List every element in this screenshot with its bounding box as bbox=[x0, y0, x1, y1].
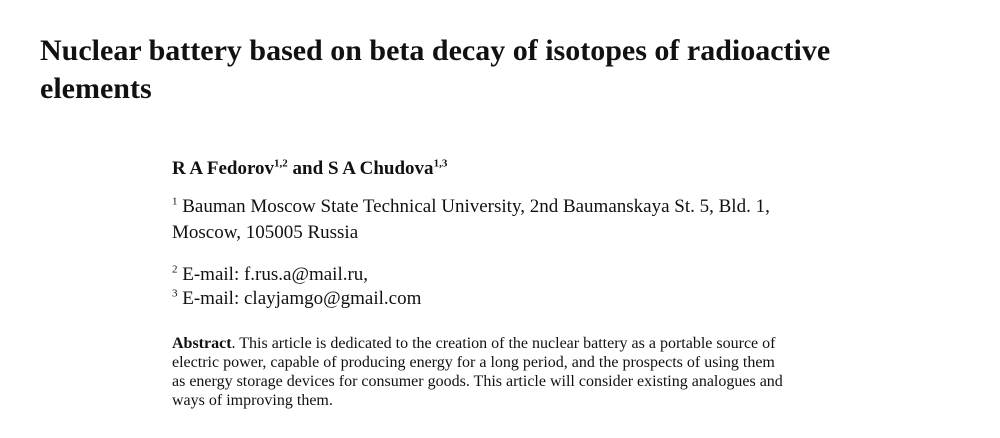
author-name: R A Fedorov bbox=[172, 158, 275, 179]
affiliation-marker: 1 bbox=[172, 195, 178, 208]
abstract-line-1: . This article is dedicated to the creation of the nuclear battery as a portable source of bbox=[231, 335, 776, 352]
abstract-line-4: ways of improving them. bbox=[172, 392, 333, 409]
affiliation-line-1: Bauman Moscow State Technical University, 2nd Baumanskaya St. 5, Bld. 1, bbox=[182, 196, 770, 217]
title-line-1: Nuclear battery based on beta decay of isotopes of radioactive bbox=[40, 34, 831, 67]
abstract-label: Abstract bbox=[172, 335, 232, 352]
author-line bbox=[172, 156, 447, 182]
author-conjunction: and bbox=[287, 158, 328, 179]
affiliation-line-2: Moscow, 105005 Russia bbox=[172, 222, 359, 243]
author-affiliation-marker: 1,3 bbox=[433, 157, 448, 170]
author-name: S A Chudova bbox=[327, 158, 434, 179]
author-affiliation-marker: 1,2 bbox=[274, 157, 288, 170]
paper-title bbox=[40, 32, 960, 108]
abstract-line-2: electric power, capable of producing energy for a long period, and the prospects of using them bbox=[172, 354, 775, 371]
email-line bbox=[172, 263, 368, 287]
email-line bbox=[172, 287, 421, 311]
email-text: E-mail: clayjamgo@gmail.com bbox=[182, 288, 422, 309]
email-marker: 2 bbox=[172, 263, 178, 276]
abstract-line-3: as energy storage devices for consumer goods. This article will consider existing analogues and bbox=[172, 373, 783, 390]
title-line-2: elements bbox=[40, 72, 152, 105]
email-text: E-mail: f.rus.a@mail.ru, bbox=[182, 264, 369, 285]
affiliation bbox=[172, 194, 892, 246]
abstract bbox=[172, 334, 892, 410]
email-marker: 3 bbox=[172, 287, 178, 300]
